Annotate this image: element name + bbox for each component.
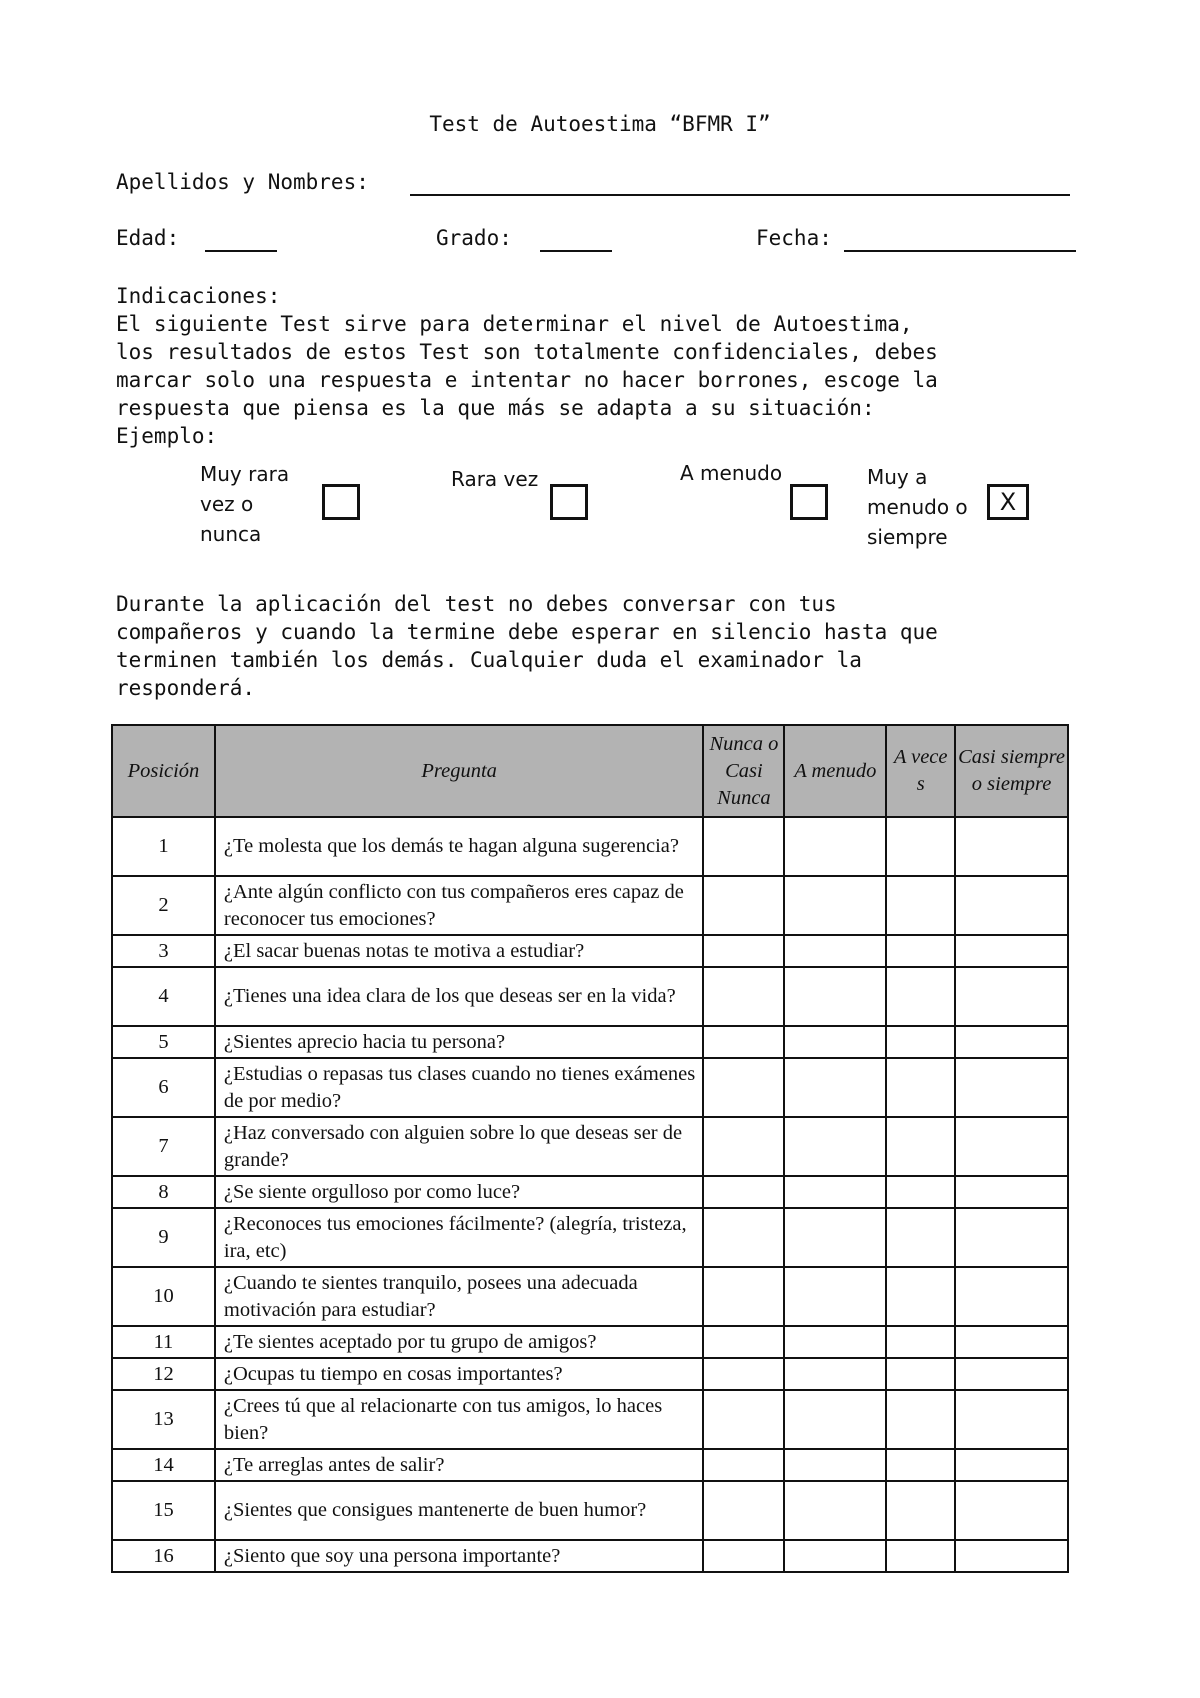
answer-cell[interactable] xyxy=(784,935,886,967)
answer-cell[interactable] xyxy=(784,1058,886,1117)
table-row xyxy=(112,1358,1068,1390)
table-row xyxy=(112,876,1068,935)
answer-cell[interactable] xyxy=(784,1326,886,1358)
answer-cell[interactable] xyxy=(784,1540,886,1572)
row-question: ¿Sientes aprecio hacia tu persona? xyxy=(215,1026,704,1058)
answer-cell[interactable] xyxy=(703,1358,784,1390)
answer-cell[interactable] xyxy=(886,1267,955,1326)
date-field[interactable] xyxy=(844,250,1076,252)
answer-cell[interactable] xyxy=(703,1208,784,1267)
answer-cell[interactable] xyxy=(784,1390,886,1449)
answer-cell[interactable] xyxy=(703,1326,784,1358)
row-number: 8 xyxy=(112,1176,215,1208)
row-question: ¿Tienes una idea clara de los que deseas ser en la vida? xyxy=(215,967,704,1026)
answer-cell[interactable] xyxy=(703,1176,784,1208)
names-label: Apellidos y Nombres: xyxy=(116,170,369,194)
answer-cell[interactable] xyxy=(886,1540,955,1572)
answer-cell[interactable] xyxy=(955,1481,1068,1540)
answer-cell[interactable] xyxy=(886,1117,955,1176)
notice-text: Durante la aplicación del test no debes conversar con tus compañeros y cuando la termine debe esperar en silencio hasta que terminen también los demás. Cualquier duda el examinador la responderá. xyxy=(116,592,938,700)
answer-cell[interactable] xyxy=(703,1026,784,1058)
table-row xyxy=(112,1117,1068,1176)
answer-cell[interactable] xyxy=(886,1058,955,1117)
row-question: ¿Se siente orgulloso por como luce? xyxy=(215,1176,704,1208)
row-question: ¿Cuando te sientes tranquilo, posees una adecuada motivación para estudiar? xyxy=(215,1267,704,1326)
row-number: 7 xyxy=(112,1117,215,1176)
answer-cell[interactable] xyxy=(784,876,886,935)
example-checkbox[interactable] xyxy=(790,484,828,520)
example-checkbox[interactable] xyxy=(550,484,588,520)
answer-cell[interactable] xyxy=(955,1176,1068,1208)
answer-cell[interactable] xyxy=(886,1176,955,1208)
answer-cell[interactable] xyxy=(955,1449,1068,1481)
answer-cell[interactable] xyxy=(784,1117,886,1176)
answer-cell[interactable] xyxy=(886,1358,955,1390)
answer-cell[interactable] xyxy=(703,1540,784,1572)
answer-cell[interactable] xyxy=(955,1267,1068,1326)
row-number: 11 xyxy=(112,1326,215,1358)
answer-cell[interactable] xyxy=(955,876,1068,935)
answer-cell[interactable] xyxy=(886,876,955,935)
header-always: Casi siempre o siempre xyxy=(955,725,1068,817)
answer-cell[interactable] xyxy=(784,1267,886,1326)
answer-cell[interactable] xyxy=(784,1176,886,1208)
row-number: 2 xyxy=(112,876,215,935)
table-row xyxy=(112,817,1068,876)
table-row xyxy=(112,935,1068,967)
table-row xyxy=(112,1058,1068,1117)
row-question: ¿Crees tú que al relacionarte con tus amigos, lo haces bien? xyxy=(215,1390,704,1449)
row-number: 4 xyxy=(112,967,215,1026)
answer-cell[interactable] xyxy=(886,1449,955,1481)
table-row xyxy=(112,1026,1068,1058)
row-number: 9 xyxy=(112,1208,215,1267)
date-label: Fecha: xyxy=(756,226,832,250)
header-never: Nunca o Casi Nunca xyxy=(703,725,784,817)
row-question: ¿Reconoces tus emociones fácilmente? (alegría, tristeza, ira, etc) xyxy=(215,1208,704,1267)
row-number: 12 xyxy=(112,1358,215,1390)
example-option-label: Rara vez xyxy=(451,467,539,491)
table-row xyxy=(112,1267,1068,1326)
table-header-row xyxy=(112,725,1068,817)
example-option-label: Muy a menudo o siempre xyxy=(867,465,968,549)
row-number: 14 xyxy=(112,1449,215,1481)
table-row xyxy=(112,1540,1068,1572)
answer-cell[interactable] xyxy=(703,1449,784,1481)
answer-cell[interactable] xyxy=(955,967,1068,1026)
row-question: ¿Te arreglas antes de salir? xyxy=(215,1449,704,1481)
table-row xyxy=(112,1449,1068,1481)
answer-cell[interactable] xyxy=(784,1026,886,1058)
table-row xyxy=(112,1390,1068,1449)
answer-cell[interactable] xyxy=(886,935,955,967)
row-question: ¿Te molesta que los demás te hagan alguna sugerencia? xyxy=(215,817,704,876)
answer-cell[interactable] xyxy=(886,817,955,876)
answer-cell[interactable] xyxy=(955,1326,1068,1358)
row-number: 10 xyxy=(112,1267,215,1326)
answer-cell[interactable] xyxy=(703,967,784,1026)
row-question: ¿El sacar buenas notas te motiva a estudiar? xyxy=(215,935,704,967)
row-number: 13 xyxy=(112,1390,215,1449)
answer-cell[interactable] xyxy=(784,1358,886,1390)
example-option-label: Muy rara vez o nunca xyxy=(200,462,290,546)
answer-cell[interactable] xyxy=(784,817,886,876)
answer-cell[interactable] xyxy=(703,817,784,876)
row-number: 6 xyxy=(112,1058,215,1117)
header-sometimes: A vece s xyxy=(886,725,955,817)
answer-cell[interactable] xyxy=(703,1058,784,1117)
answer-cell[interactable] xyxy=(886,1481,955,1540)
grade-field[interactable] xyxy=(540,250,612,252)
row-question: ¿Haz conversado con alguien sobre lo que deseas ser de grande? xyxy=(215,1117,704,1176)
grade-label: Grado: xyxy=(436,226,512,250)
answer-cell[interactable] xyxy=(886,1326,955,1358)
answer-cell[interactable] xyxy=(955,1026,1068,1058)
answer-cell[interactable] xyxy=(703,1267,784,1326)
answer-cell[interactable] xyxy=(955,1358,1068,1390)
table-row xyxy=(112,967,1068,1026)
answer-cell[interactable] xyxy=(703,876,784,935)
table-row xyxy=(112,1326,1068,1358)
answer-cell[interactable] xyxy=(955,817,1068,876)
answer-cell[interactable] xyxy=(703,1117,784,1176)
row-number: 1 xyxy=(112,817,215,876)
answer-cell[interactable] xyxy=(784,1208,886,1267)
instructions-body: El siguiente Test sirve para determinar el nivel de Autoestima, los resultados de estos Test son totalmente confidenciales, debes marcar solo una respuesta e intentar no hacer borrones, escoge la respuesta que piensa es la que más se adapta a su situación: xyxy=(116,312,938,420)
example-label: Ejemplo: xyxy=(116,424,218,448)
questionnaire-table xyxy=(111,724,1069,1573)
row-number: 16 xyxy=(112,1540,215,1572)
answer-cell[interactable] xyxy=(886,1208,955,1267)
answer-cell[interactable] xyxy=(886,1390,955,1449)
table-row xyxy=(112,1481,1068,1540)
answer-cell[interactable] xyxy=(784,1449,886,1481)
row-number: 15 xyxy=(112,1481,215,1540)
row-question: ¿Ante algún conflicto con tus compañeros eres capaz de reconocer tus emociones? xyxy=(215,876,704,935)
answer-cell[interactable] xyxy=(886,1026,955,1058)
answer-cell[interactable] xyxy=(886,967,955,1026)
answer-cell[interactable] xyxy=(703,1481,784,1540)
row-question: ¿Siento que soy una persona importante? xyxy=(215,1540,704,1572)
example-checkbox-marked[interactable]: X xyxy=(987,484,1029,520)
answer-cell[interactable] xyxy=(784,967,886,1026)
answer-cell[interactable] xyxy=(955,1390,1068,1449)
row-question: ¿Ocupas tu tiempo en cosas importantes? xyxy=(215,1358,704,1390)
header-position: Posición xyxy=(112,725,215,817)
names-field[interactable] xyxy=(410,194,1070,196)
answer-cell[interactable] xyxy=(955,1058,1068,1117)
table-row xyxy=(112,1208,1068,1267)
example-option-label: A menudo xyxy=(680,461,783,485)
answer-cell[interactable] xyxy=(955,1540,1068,1572)
document-title: Test de Autoestima “BFMR I” xyxy=(429,112,771,136)
answer-cell[interactable] xyxy=(955,935,1068,967)
header-question: Pregunta xyxy=(215,725,704,817)
header-often: A menudo xyxy=(784,725,886,817)
row-number: 3 xyxy=(112,935,215,967)
answer-cell[interactable] xyxy=(703,1390,784,1449)
answer-cell[interactable] xyxy=(784,1481,886,1540)
table-row xyxy=(112,1176,1068,1208)
example-checkbox[interactable] xyxy=(322,484,360,520)
answer-cell[interactable] xyxy=(955,1117,1068,1176)
row-number: 5 xyxy=(112,1026,215,1058)
age-label: Edad: xyxy=(116,226,180,250)
row-question: ¿Te sientes aceptado por tu grupo de amigos? xyxy=(215,1326,704,1358)
age-field[interactable] xyxy=(205,250,277,252)
answer-cell[interactable] xyxy=(955,1208,1068,1267)
answer-cell[interactable] xyxy=(703,935,784,967)
row-question: ¿Estudias o repasas tus clases cuando no tienes exámenes de por medio? xyxy=(215,1058,704,1117)
row-question: ¿Sientes que consigues mantenerte de buen humor? xyxy=(215,1481,704,1540)
instructions-heading: Indicaciones: xyxy=(116,284,281,308)
